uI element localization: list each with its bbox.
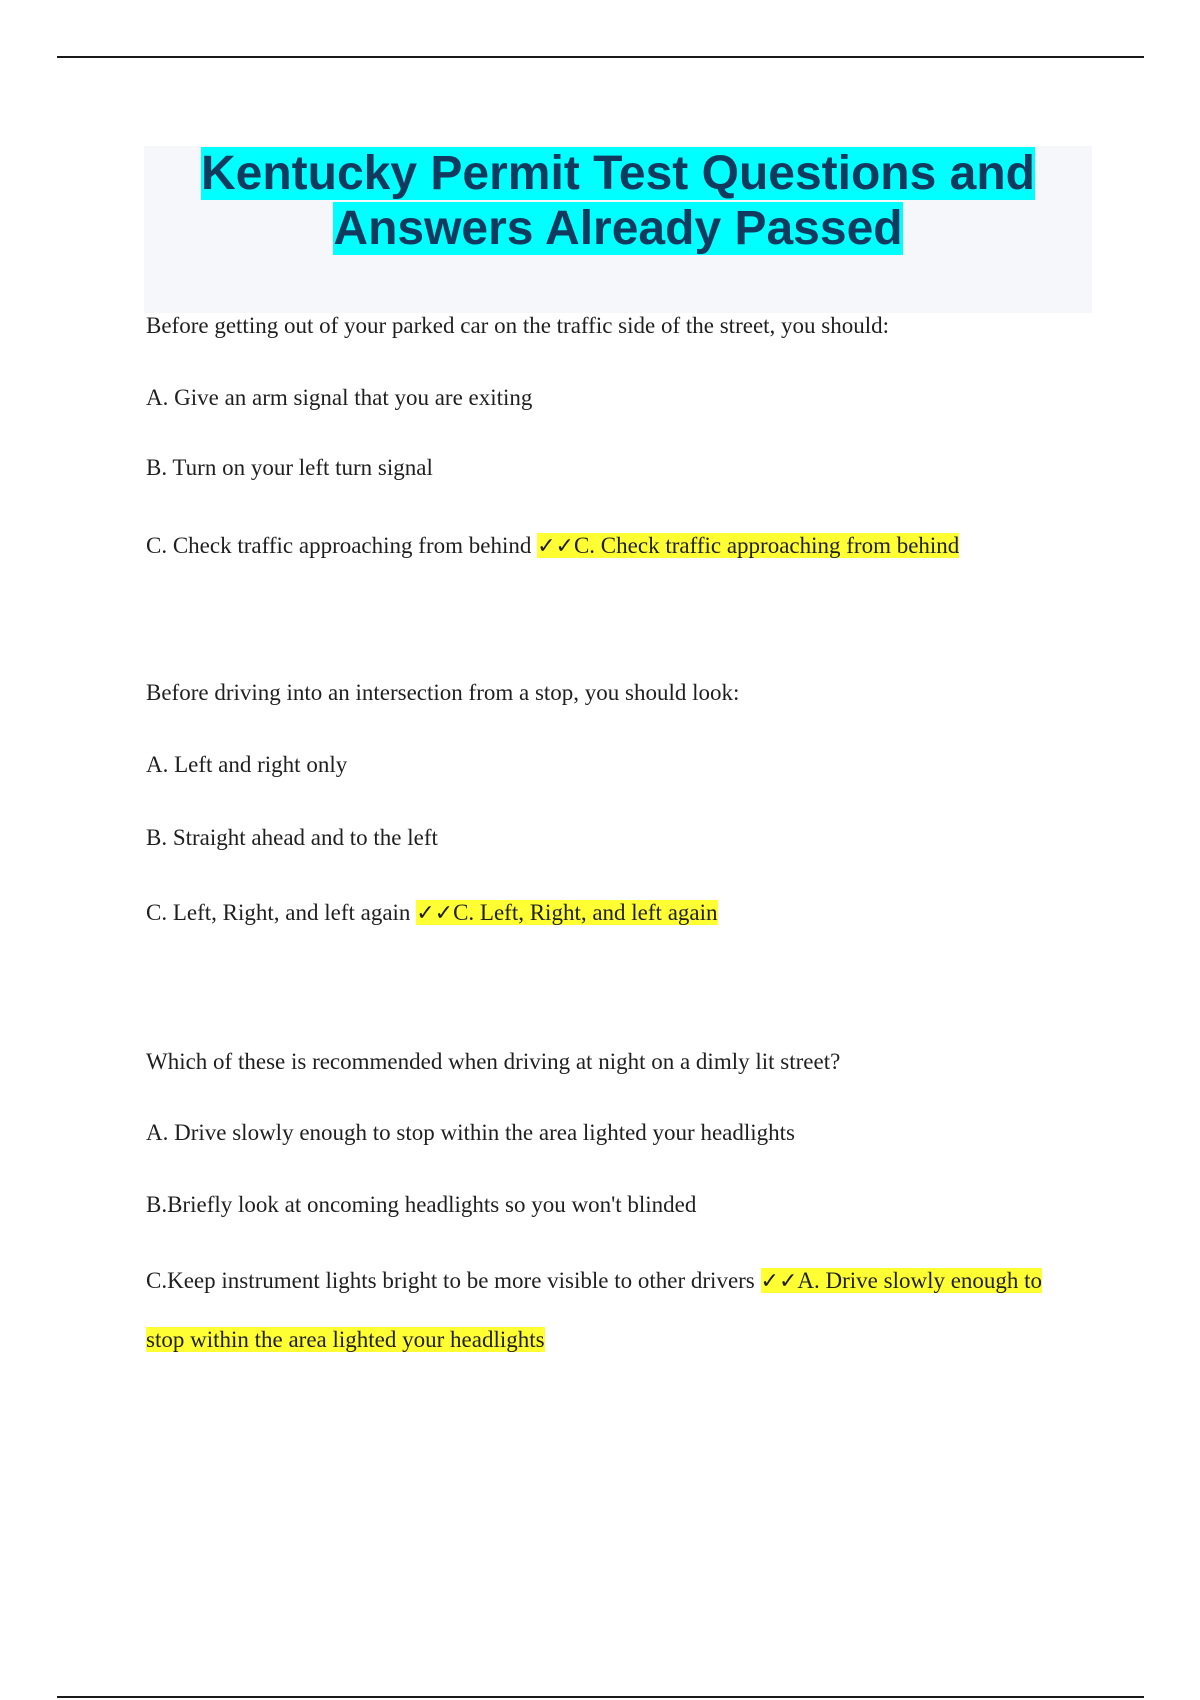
document-title xyxy=(144,146,1092,256)
question-3-answer-highlight xyxy=(761,1268,1043,1293)
question-3-option-c-row xyxy=(146,1266,1042,1297)
question-2-answer-highlight xyxy=(416,900,717,925)
check-mark-icon: ✓✓ xyxy=(760,1269,798,1294)
question-2-option-c: C. Left, Right, and left again xyxy=(146,900,411,925)
question-3-option-c: C.Keep instrument lights bright to be more visible to other drivers xyxy=(146,1268,755,1293)
question-2-answer: C. Left, Right, and left again xyxy=(453,900,718,925)
title-box xyxy=(144,146,1092,313)
question-2-text: Before driving into an intersection from a stop, you should look: xyxy=(146,680,740,705)
question-1-option-c: C. Check traffic approaching from behind xyxy=(146,533,532,558)
question-1-option-c-row xyxy=(146,531,959,562)
question-1-option-a: A. Give an arm signal that you are exiting xyxy=(146,385,533,410)
question-1-option-b: B. Turn on your left turn signal xyxy=(146,455,433,480)
title-line-1: Kentucky Permit Test Questions and xyxy=(201,147,1035,200)
check-mark-icon: ✓✓ xyxy=(537,534,574,559)
bottom-rule xyxy=(57,1696,1144,1698)
title-line-2: Answers Already Passed xyxy=(333,202,903,255)
top-rule xyxy=(57,56,1144,58)
question-1-answer-highlight xyxy=(537,533,959,558)
question-3-answer-line-2: stop within the area lighted your headlights xyxy=(146,1327,545,1352)
question-3-text: Which of these is recommended when driving at night on a dimly lit street? xyxy=(146,1049,841,1074)
question-3-answer-line-1: A. Drive slowly enough to xyxy=(797,1268,1043,1293)
check-mark-icon: ✓✓ xyxy=(416,901,454,926)
question-1-text: Before getting out of your parked car on the traffic side of the street, you should: xyxy=(146,313,890,338)
question-2-option-c-row xyxy=(146,898,718,929)
question-3-option-b: B.Briefly look at oncoming headlights so you won't blinded xyxy=(146,1192,697,1217)
question-2-option-b: B. Straight ahead and to the left xyxy=(146,825,438,850)
question-2-option-a: A. Left and right only xyxy=(146,752,348,777)
question-3-option-a: A. Drive slowly enough to stop within the area lighted your headlights xyxy=(146,1120,795,1145)
question-3-answer-continuation xyxy=(146,1325,545,1355)
question-1-answer: C. Check traffic approaching from behind xyxy=(573,533,960,558)
